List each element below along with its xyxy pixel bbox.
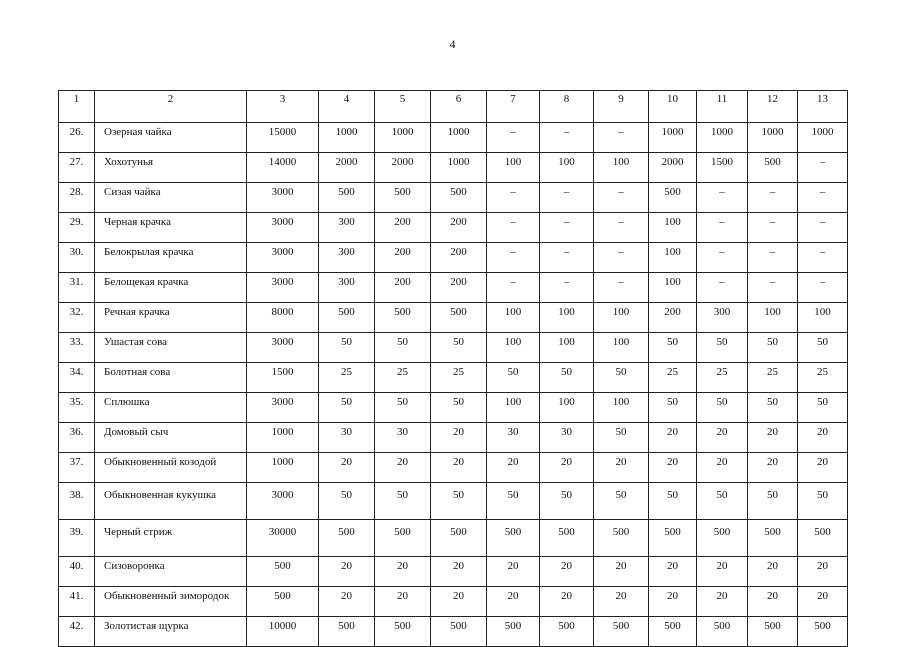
value-cell: 20: [697, 587, 748, 617]
value-cell: –: [594, 243, 649, 273]
value-cell: 1000: [748, 123, 798, 153]
value-cell: 30000: [247, 520, 319, 557]
value-cell: 20: [748, 587, 798, 617]
table-header: [59, 91, 848, 123]
value-cell: 3000: [247, 483, 319, 520]
value-cell: 50: [798, 333, 848, 363]
table-row: [59, 363, 848, 393]
row-number-cell: 36.: [59, 423, 95, 453]
value-cell: 100: [487, 333, 540, 363]
value-cell: 50: [431, 483, 487, 520]
table-row: [59, 183, 848, 213]
value-cell: 3000: [247, 273, 319, 303]
value-cell: –: [487, 273, 540, 303]
value-cell: 20: [594, 587, 649, 617]
value-cell: 1500: [697, 153, 748, 183]
value-cell: –: [540, 213, 594, 243]
row-number-cell: 41.: [59, 587, 95, 617]
value-cell: 20: [431, 587, 487, 617]
value-cell: –: [594, 213, 649, 243]
value-cell: 1000: [319, 123, 375, 153]
species-name-cell: Хохотунья: [95, 153, 247, 183]
row-number-cell: 34.: [59, 363, 95, 393]
value-cell: 20: [649, 453, 697, 483]
value-cell: 50: [748, 483, 798, 520]
value-cell: 500: [649, 183, 697, 213]
species-name-cell: Черная крачка: [95, 213, 247, 243]
species-name-cell: Домовый сыч: [95, 423, 247, 453]
value-cell: 20: [540, 587, 594, 617]
value-cell: 20: [431, 557, 487, 587]
table-row: [59, 123, 848, 153]
value-cell: 25: [649, 363, 697, 393]
value-cell: 200: [375, 213, 431, 243]
value-cell: –: [594, 123, 649, 153]
value-cell: 300: [319, 243, 375, 273]
row-number-cell: 32.: [59, 303, 95, 333]
value-cell: 20: [649, 423, 697, 453]
value-cell: 1000: [431, 123, 487, 153]
value-cell: 20: [748, 423, 798, 453]
value-cell: 20: [319, 557, 375, 587]
value-cell: 2000: [319, 153, 375, 183]
value-cell: 50: [798, 483, 848, 520]
value-cell: 500: [540, 617, 594, 647]
value-cell: 20: [649, 557, 697, 587]
value-cell: 20: [748, 557, 798, 587]
value-cell: –: [594, 183, 649, 213]
value-cell: 50: [649, 483, 697, 520]
table-row: [59, 483, 848, 520]
value-cell: 25: [431, 363, 487, 393]
value-cell: 3000: [247, 393, 319, 423]
value-cell: 100: [487, 153, 540, 183]
value-cell: 20: [375, 453, 431, 483]
value-cell: 3000: [247, 183, 319, 213]
value-cell: 100: [487, 393, 540, 423]
value-cell: 100: [540, 333, 594, 363]
table-row: [59, 243, 848, 273]
value-cell: 20: [487, 453, 540, 483]
table-row: [59, 273, 848, 303]
value-cell: 14000: [247, 153, 319, 183]
table-row: [59, 520, 848, 557]
value-cell: 500: [319, 303, 375, 333]
value-cell: 30: [375, 423, 431, 453]
value-cell: 200: [431, 213, 487, 243]
column-header-11: 11: [697, 91, 748, 123]
column-header-9: 9: [594, 91, 649, 123]
column-header-3: 3: [247, 91, 319, 123]
value-cell: 20: [697, 423, 748, 453]
value-cell: 500: [798, 520, 848, 557]
value-cell: 500: [748, 153, 798, 183]
value-cell: 50: [697, 333, 748, 363]
value-cell: 25: [748, 363, 798, 393]
row-number-cell: 38.: [59, 483, 95, 520]
species-name-cell: Обыкновенный козодой: [95, 453, 247, 483]
value-cell: 25: [798, 363, 848, 393]
value-cell: –: [748, 273, 798, 303]
value-cell: 20: [487, 587, 540, 617]
row-number-cell: 40.: [59, 557, 95, 587]
value-cell: 1000: [431, 153, 487, 183]
value-cell: –: [798, 273, 848, 303]
value-cell: 1000: [375, 123, 431, 153]
row-number-cell: 37.: [59, 453, 95, 483]
value-cell: 20: [798, 423, 848, 453]
column-header-1: 1: [59, 91, 95, 123]
row-number-cell: 28.: [59, 183, 95, 213]
value-cell: 500: [375, 183, 431, 213]
value-cell: 50: [431, 393, 487, 423]
value-cell: 30: [487, 423, 540, 453]
species-name-cell: Белокрылая крачка: [95, 243, 247, 273]
value-cell: 30: [540, 423, 594, 453]
value-cell: 50: [649, 393, 697, 423]
column-header-13: 13: [798, 91, 848, 123]
value-cell: 100: [649, 273, 697, 303]
value-cell: –: [798, 183, 848, 213]
value-cell: 20: [319, 453, 375, 483]
value-cell: 50: [375, 393, 431, 423]
value-cell: –: [697, 183, 748, 213]
column-header-5: 5: [375, 91, 431, 123]
value-cell: 50: [649, 333, 697, 363]
row-number-cell: 26.: [59, 123, 95, 153]
column-header-4: 4: [319, 91, 375, 123]
value-cell: 500: [319, 183, 375, 213]
value-cell: 500: [649, 617, 697, 647]
table-row: [59, 557, 848, 587]
species-name-cell: Сплюшка: [95, 393, 247, 423]
value-cell: 20: [594, 557, 649, 587]
value-cell: 20: [375, 587, 431, 617]
value-cell: 20: [375, 557, 431, 587]
table-row: [59, 393, 848, 423]
value-cell: 200: [431, 243, 487, 273]
value-cell: 100: [649, 243, 697, 273]
value-cell: 500: [748, 617, 798, 647]
column-header-7: 7: [487, 91, 540, 123]
value-cell: 1500: [247, 363, 319, 393]
value-cell: 50: [594, 363, 649, 393]
value-cell: –: [540, 273, 594, 303]
value-cell: 100: [798, 303, 848, 333]
value-cell: 50: [594, 483, 649, 520]
value-cell: –: [487, 243, 540, 273]
value-cell: 500: [247, 587, 319, 617]
species-name-cell: Обыкновенный зимородок: [95, 587, 247, 617]
value-cell: 100: [649, 213, 697, 243]
value-cell: 50: [431, 333, 487, 363]
value-cell: 50: [798, 393, 848, 423]
species-name-cell: Ушастая сова: [95, 333, 247, 363]
value-cell: 15000: [247, 123, 319, 153]
value-cell: –: [748, 213, 798, 243]
value-cell: 10000: [247, 617, 319, 647]
species-name-cell: Озерная чайка: [95, 123, 247, 153]
value-cell: 100: [487, 303, 540, 333]
species-name-cell: Золотистая щурка: [95, 617, 247, 647]
value-cell: 20: [649, 587, 697, 617]
row-number-cell: 42.: [59, 617, 95, 647]
value-cell: 20: [487, 557, 540, 587]
value-cell: 20: [431, 453, 487, 483]
value-cell: –: [798, 153, 848, 183]
table-body: [59, 123, 848, 647]
value-cell: –: [798, 243, 848, 273]
value-cell: 500: [594, 520, 649, 557]
value-cell: 500: [431, 617, 487, 647]
value-cell: 30: [319, 423, 375, 453]
value-cell: 3000: [247, 333, 319, 363]
value-cell: 1000: [798, 123, 848, 153]
value-cell: 500: [697, 520, 748, 557]
value-cell: 25: [697, 363, 748, 393]
table-row: [59, 213, 848, 243]
value-cell: 20: [594, 453, 649, 483]
value-cell: 50: [319, 483, 375, 520]
value-cell: 500: [431, 520, 487, 557]
value-cell: 1000: [247, 453, 319, 483]
species-name-cell: Черный стриж: [95, 520, 247, 557]
value-cell: 20: [798, 557, 848, 587]
value-cell: 300: [319, 213, 375, 243]
value-cell: –: [748, 243, 798, 273]
row-number-cell: 27.: [59, 153, 95, 183]
value-cell: 1000: [247, 423, 319, 453]
row-number-cell: 31.: [59, 273, 95, 303]
table-row: [59, 617, 848, 647]
table-row: [59, 453, 848, 483]
value-cell: 500: [319, 617, 375, 647]
table-row: [59, 333, 848, 363]
value-cell: 500: [649, 520, 697, 557]
value-cell: –: [798, 213, 848, 243]
value-cell: 20: [697, 557, 748, 587]
value-cell: 500: [375, 520, 431, 557]
value-cell: 100: [594, 393, 649, 423]
value-cell: 100: [540, 303, 594, 333]
value-cell: 50: [487, 363, 540, 393]
value-cell: 50: [375, 483, 431, 520]
value-cell: 100: [748, 303, 798, 333]
column-header-8: 8: [540, 91, 594, 123]
value-cell: 200: [375, 243, 431, 273]
species-name-cell: Болотная сова: [95, 363, 247, 393]
value-cell: 20: [697, 453, 748, 483]
value-cell: 50: [319, 393, 375, 423]
value-cell: 20: [319, 587, 375, 617]
table-row: [59, 153, 848, 183]
page-number: 4: [449, 37, 456, 51]
value-cell: –: [697, 213, 748, 243]
column-header-2: 2: [95, 91, 247, 123]
table-row: [59, 587, 848, 617]
value-cell: 500: [798, 617, 848, 647]
value-cell: 20: [798, 587, 848, 617]
value-cell: 200: [649, 303, 697, 333]
value-cell: 100: [540, 153, 594, 183]
value-cell: 200: [431, 273, 487, 303]
value-cell: 1000: [697, 123, 748, 153]
value-cell: –: [540, 123, 594, 153]
value-cell: 20: [540, 453, 594, 483]
value-cell: –: [540, 183, 594, 213]
value-cell: 500: [540, 520, 594, 557]
value-cell: 300: [697, 303, 748, 333]
value-cell: 500: [594, 617, 649, 647]
value-cell: 500: [375, 617, 431, 647]
column-header-12: 12: [748, 91, 798, 123]
value-cell: 8000: [247, 303, 319, 333]
value-cell: 500: [431, 303, 487, 333]
row-number-cell: 30.: [59, 243, 95, 273]
value-cell: –: [748, 183, 798, 213]
value-cell: 20: [748, 453, 798, 483]
row-number-cell: 29.: [59, 213, 95, 243]
value-cell: 50: [540, 363, 594, 393]
value-cell: 25: [375, 363, 431, 393]
species-name-cell: Сизоворонка: [95, 557, 247, 587]
value-cell: –: [540, 243, 594, 273]
value-cell: –: [487, 183, 540, 213]
value-cell: 100: [540, 393, 594, 423]
value-cell: 50: [697, 393, 748, 423]
header-row: [59, 91, 848, 123]
value-cell: 100: [594, 303, 649, 333]
value-cell: 20: [798, 453, 848, 483]
row-number-cell: 33.: [59, 333, 95, 363]
species-name-cell: Речная крачка: [95, 303, 247, 333]
table-row: [59, 303, 848, 333]
value-cell: 1000: [649, 123, 697, 153]
value-cell: 50: [319, 333, 375, 363]
species-name-cell: Сизая чайка: [95, 183, 247, 213]
species-name-cell: Белощекая крачка: [95, 273, 247, 303]
value-cell: 50: [697, 483, 748, 520]
value-cell: 500: [487, 520, 540, 557]
value-cell: 200: [375, 273, 431, 303]
value-cell: 50: [748, 333, 798, 363]
value-cell: 300: [319, 273, 375, 303]
value-cell: 500: [375, 303, 431, 333]
row-number-cell: 35.: [59, 393, 95, 423]
value-cell: –: [487, 123, 540, 153]
value-cell: 50: [594, 423, 649, 453]
value-cell: 100: [594, 333, 649, 363]
value-cell: 500: [247, 557, 319, 587]
value-cell: 2000: [649, 153, 697, 183]
value-cell: 2000: [375, 153, 431, 183]
species-table: [58, 90, 848, 647]
value-cell: 50: [375, 333, 431, 363]
value-cell: 100: [594, 153, 649, 183]
value-cell: 3000: [247, 243, 319, 273]
value-cell: –: [487, 213, 540, 243]
value-cell: –: [594, 273, 649, 303]
value-cell: 50: [487, 483, 540, 520]
value-cell: 500: [487, 617, 540, 647]
value-cell: 20: [431, 423, 487, 453]
column-header-10: 10: [649, 91, 697, 123]
value-cell: 25: [319, 363, 375, 393]
table-row: [59, 423, 848, 453]
value-cell: –: [697, 243, 748, 273]
value-cell: –: [697, 273, 748, 303]
value-cell: 500: [319, 520, 375, 557]
value-cell: 500: [431, 183, 487, 213]
column-header-6: 6: [431, 91, 487, 123]
value-cell: 3000: [247, 213, 319, 243]
value-cell: 50: [540, 483, 594, 520]
value-cell: 50: [748, 393, 798, 423]
value-cell: 20: [540, 557, 594, 587]
row-number-cell: 39.: [59, 520, 95, 557]
species-name-cell: Обыкновенная кукушка: [95, 483, 247, 520]
value-cell: 500: [748, 520, 798, 557]
value-cell: 500: [697, 617, 748, 647]
